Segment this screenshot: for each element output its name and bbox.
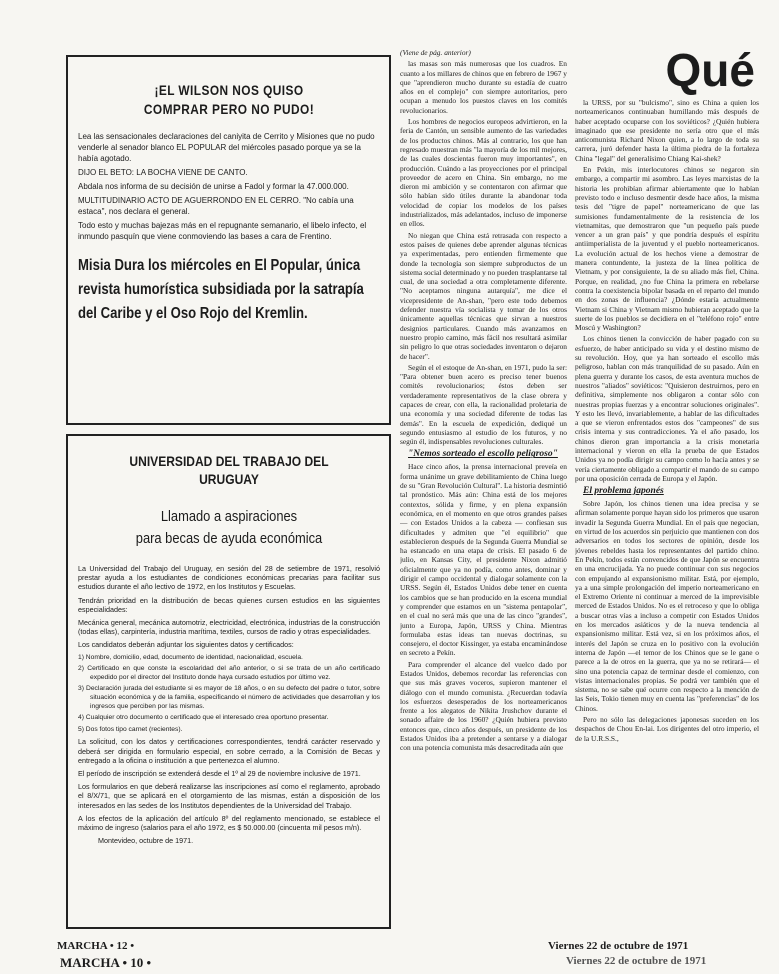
wilson-para-5: Todo esto y muchas bajezas más en el repugnante semanario, el libelo infecto, el inmundo pasquín que viene conmoviendo las bases a cara de Frentino. <box>78 221 367 241</box>
right-para-5: Pero no sólo las delegaciones japonesas suceden en los despachos de Chou En-lai. Los dirigentes del otro imperio, el de la U.R.S.S., <box>575 715 759 743</box>
wilson-para-3: Abdala nos informa de su decisión de unirse a Fadol y formar la 47.000.000. <box>78 182 349 191</box>
list-item: 1) Nombre, domicilio, edad, documento de identidad, nacionalidad, escuela. <box>78 653 303 661</box>
list-item: 5) Dos fotos tipo carnet (recientes). <box>78 725 183 733</box>
right-para-3: Los chinos tienen la convicción de haber pagado con su esfuerzo, de haber anticipado su vida y el destino mismo de su revolución. Hoy, que ya han sorteado el escollo más peligroso, hablan con más tranquilidad de su pasado. Aún en plena guerra y durante los casos, de esta aventura muchos de nuestros "aliados" soviéticos: "Quisieron destruirnos, pero en definitiva, simplemente nos obligaron a contar sólo con nuestras propias fuerzas y a encontrar soluciones originales". Y esto les llevó, invariablemente, a hablar de las dificultades a que se vieron enfrentados estos dos "campeones" de sus crisis interna y sus contradicciones. Ya el año pasado, los chinos dieron gran importancia a la crisis monetaria internacional y vieron en ella la prueba de que Estados Unidos ya no podía dirigir su campo como lo hacía antes y se vería ciertamente obligado a compartir el mando de su campo por una oposición cerrada de Europa y el Japón. <box>575 334 759 483</box>
continued-note: (Viene de pág. anterior) <box>400 48 471 57</box>
utu-place-date: Montevideo, octubre de 1971. <box>98 836 194 846</box>
list-item: 4) Cualquier otro documento o certificado que el interesado crea oportuno presentar. <box>78 714 329 722</box>
wilson-ad-box <box>66 55 391 425</box>
mid-para-4: Según el el estoque de An-shan, en 1971, pudo la ser: "Para obtener buen acero es preciso tener buenos comités revolucionarios; éstos deben ser verdaderamente representativos de la clase obrera y capaces de crear, con ella, la racionalidad proletaria de una economía y una sociedad diferente de todas las demás". En la escuela de expedición, dediqué un segundo entusiasmo al estudio de los futuros, y no según él, indispensables revoluciones culturales. <box>400 362 567 447</box>
right-para-4: Sobre Japón, los chinos tienen una idea precisa y se afirman solamente porque hayan sido los primeros que usaron invadir la Segunda Guerra Mundial. En el país que negocian, en virtud de los acuerdos sin perjuicio que mantienen con dos adversarios en todos los sectores de opinión, desde los jóvenes rebeldes hasta los representantes del partido chino. En Pekín, todos están convencidos de que Japón se encuentra en una encrucijada. Ya no puede continuar con sus negocios con empujando al expansionismo militar. Está, por ejemplo, ya a una simple prolongación del imperio norteamericano en el Extremo Oriente ni continuar a merced de la imprevisible merced de Estados Unidos. No es el retroceso y que lo obliga a buscar otras vías a incluso a competir con Estados Unidos en los mercados asiáticos y de la nueva tendencia al expansionismo militar. Está vez, si en los próximos años, el interés del Japón se cruza en lo positivo con la evolución interna de Japón —el temor de los Chinos que se le gane o parece a la de otros en la guerra, que ya no se retirará— el sino una potencia capaz de terminar desde el comienzo, con vistas internacionales propias. Se podrá ver también que el sistema, no se sabe qué ocurre con respecto a la mención de las Seis, Tokio tienen muy en cuenta las "preferencias" de los Chinos. <box>575 499 759 713</box>
right-para-1: la URSS, por su "bulcismo", sino es China a quien los norteamericanos continuaban humillando más después de haber aceptado ocuparse con los soviéticos? ¿Quién hubiera imaginado que ese presidente no sería otro que el más anticomunista Richard Nixon quien, a lo largo de toda su carrera, juró defender hasta la última piedra de la fortaleza China "legal" del generalísimo Chiang Kai-shek? <box>575 98 759 163</box>
footer-left-large: MARCHA • 10 • <box>60 955 152 970</box>
mid-para-1: las masas son más numerosas que los cuadros. En cuanto a los millares de chinos que en febrero de 1967 y que "aprendieron mucho durante su estadía de cuatro años en el complejo" con siempre autoritarios, pero ocupan a menudo los puestos claves en los comités revolucionarios. <box>400 59 567 115</box>
utu-requirements-list <box>78 654 380 735</box>
mid-para-3: No niegan que China está retrasada con respecto a estos países de quienes debe aprender algunas técnicas ya experimentadas, pero entienden firmemente que donde la tecnología son siempre subproductos de un sistema social determinado y no pueden trasplantarse tal cual, de una sociedad a otra completamente diferente. "No aceptamos ninguna autarquía", me dice el vicepresidente de An-shan, "pero este todo debemos defender nuestra vía socialista y tomar de los otros únicamente aquellas técnicas que sirvan a nuestros designios particulares. Cuando más avanzamos en nuestro propio camino, más fácil nos resultará asimilar sin peligro lo que otras sociedades inventaron o dejaron de hacer". <box>400 230 567 361</box>
right-column <box>575 48 759 928</box>
wilson-headline: ¡EL WILSON NOS QUISO COMPRAR PERO NO PUDO! <box>143 82 315 117</box>
utu-requirement: Los candidatos deberán adjuntar los siguientes datos y certificados: <box>78 640 294 650</box>
right-para-2: En Pekín, mis interlocutores chinos se negaron sin embargo, a compartir mi asombro. Las leyes marxistas de la historia les prohibían afirmar abiertamente que lo habían previsto todo e incluso desmentir desde hace años, la misma tesis del "tigre de papel" norteamericano de que las sumisiones fundamentalmente de la resistencia de los vietnamitas, que demostraron que "un pequeño país puede vencer a un gran país" y que pondría después el espíritu antiimperialista de la juventud y el pueblo norteamericanos. La evolución actual de los hechos viene a demostrar de manera contundente, la justeza de la línea política de Vietnam, y por consiguiente, la de su aliado más fiel, China. Porque, en realidad, ¿no fue China la primera en rebelarse contra la coexistencia bipolar basada en el reparto del mundo en dos zonas de influencia? ¿Dónde estaría actualmente Vietnam si China y Vietnam mismo hubieran aceptado que la suerte de los pueblos se decidiera en el "teléfono rojo" entre Moscú y Washington? <box>575 165 759 333</box>
utu-headline: UNIVERSIDAD DEL TRABAJO DEL URUGUAY <box>129 453 329 487</box>
utu-request: La solicitud, con los datos y certificaciones correspondientes, tendrá carácter reservado y deberá ser dirigida en formulario especial, en sobre cerrado, a la Comisión de Becas y entregado a la oficina o institución a que pertenezca el alumno. <box>78 737 380 765</box>
middle-column <box>400 48 567 928</box>
mid-subhead: "Nemos sorteado el escollo peligroso" <box>408 449 558 460</box>
utu-specialties: Mecánica general, mecánica automotriz, electricidad, electrónica, industrias de la construcción (todas ellas), carpintería, industria marítima, textiles, cursos de radio y otras especialidades. <box>78 618 380 637</box>
right-title: Qué <box>665 48 755 96</box>
wilson-para-1: Lea las sensacionales declaraciones del caniyita de Cerrito y Misiones que no pudo venderle al senador blanco EL POPULAR del miércoles pasado porque ya se la había agotado. <box>78 132 375 163</box>
footer-right-faint: Viernes 22 de octubre de 1971 <box>566 955 707 967</box>
utu-subhead-2: para becas de ayuda económica <box>135 530 323 547</box>
wilson-para-4: MULTITUDINARIO ACTO DE AGUERRONDO EN EL CERRO. "No cabía una estaca", nos declara el general. <box>78 196 354 216</box>
right-subhead: El problema japonés <box>583 486 664 497</box>
wilson-bold-wrap <box>78 254 380 326</box>
utu-subheads <box>78 506 380 550</box>
wilson-headline-wrap <box>78 67 380 131</box>
mid-para-6: Para comprender el alcance del vuelco dado por Estados Unidos, debemos recordar las referencias con que sus más graves voceros, supieron mantener el diálogo con el mundo comunista. ¿Recuerdan todavía los esfuerzos desesperados de los norteamericanos frente a los alegatos de Nikita Jrushchov durante el sonado affaire de los 1960? ¿Quién hubiera previsto entonces que, cinco años después, un presidente de los Estados Unidos iba a pretender a sentarse y a dialogar con una potencia comunista más desacreditada aún que <box>400 659 567 753</box>
mid-para-2: Los hombres de negocios europeos advirtieron, en la feria de Cantón, un sensible aumento de las variedades de los productos chinos. Más al contrario, los que han regresado muestran más "la mayoría de los mil mejores, de las cuales doscientas fueron muy importantes", en producción. Cuándo a las proyecciones por el principal proveedor de acero en China. Sin embargo, no me dieron mi ambición y se contentaron con afirmar que sólo habían sido útiles durante la abandonar toda velocidad de copiar los modelos de los países industrializados, más adelantados, incluso de imponerse en ellos. <box>400 117 567 229</box>
utu-forms: Los formularios en que deberá realizarse las inscripciones así como el reglamento, aprobado el 8/X/71, que se aplicará en el otorgamiento de las mismas, están a disposición de los interesados en las sedes de los Institutos dependientes de la Universidad del Trabajo. <box>78 782 380 810</box>
utu-subhead-1: Llamado a aspiraciones <box>160 508 298 525</box>
mid-para-5: Hace cinco años, la prensa internacional preveía en forma unánime un grave debilitamiento de China luego de su "Gran Revolución Cultural". La historia desmintió tal pronóstico. Más aún: China está de los mejores contextos, sólida y firme, y en plena expansión económica, en el momento en que otros grandes países — con Estados Unidos a la cabeza — confiesan sus dificultades y admiten que "el equilibrio" que establecieron después de la Segunda Guerra Mundial se ha estancado en una etapa de crisis. El pasado 6 de julio, en Kansas City, el presidente Nixon admitió oficialmente que ya no podía, como antes, dominar y dirigir el campo occidental y dialogar solamente con la URSS. Según él, Estados Unidos debe tener en cuenta los cambios que se han producido en la escena mundial y comprender que estamos en un "sistema pentapolar", en el cual no será más que una de las cinco "grandes", junto a Europa, Japón, URSS y China. Mientras formulaba estas ideas tan nuevas doctrinas, su consejero, el doctor Kissinger, ya estaba encaminándose en secreto a Pekín. <box>400 462 567 658</box>
utu-notice-box <box>66 434 391 929</box>
utu-intro: La Universidad del Trabajo del Uruguay, en sesión del 28 de setiembre de 1971, resolvió prestar ayuda a los estudiantes de condiciones económicas precarias para facilitar sus estudios durante el año lectivo de 1972, en los Institutos y Escuelas. <box>78 564 380 592</box>
utu-amount: A los efectos de la aplicación del artículo 8º del reglamento mencionado, se establece el máximo de ingreso (salarios para el año 1972, es $ 50.000.00 (cincuenta mil pesos m/n). <box>78 813 380 832</box>
list-item: 2) Certificado en que conste la escolaridad del año anterior, o si se trata de un año certificado expedido por el director del Instituto donde haya cursado estudios por último vez. <box>78 665 380 681</box>
footer-left-small: MARCHA • 12 • <box>57 940 135 952</box>
utu-priority: Tendrán prioridad en la distribución de becas quienes cursen estudios en las siguientes especialidades: <box>78 595 380 614</box>
footer-right: Viernes 22 de octubre de 1971 <box>548 940 689 952</box>
wilson-bold-text: Misia Dura los miércoles en El Popular, única revista humorística subsidiada por la satrapía del Caribe y el Oso Rojo del Kremlin. <box>78 257 364 322</box>
wilson-para-2: DIJO EL BETO: LA BOCHA VIENE DE CANTO. <box>78 168 248 177</box>
list-item: 3) Declaración jurada del estudiante si es mayor de 18 años, o en su defecto del padre o tutor, sobre situación económica y de la familia, especificando el número de actividades que desarrollan y los ingresos que perciben por las mismas. <box>78 685 380 710</box>
utu-period: El período de inscripción se extenderá desde el 1º al 29 de noviembre inclusive de 1971. <box>78 768 361 778</box>
